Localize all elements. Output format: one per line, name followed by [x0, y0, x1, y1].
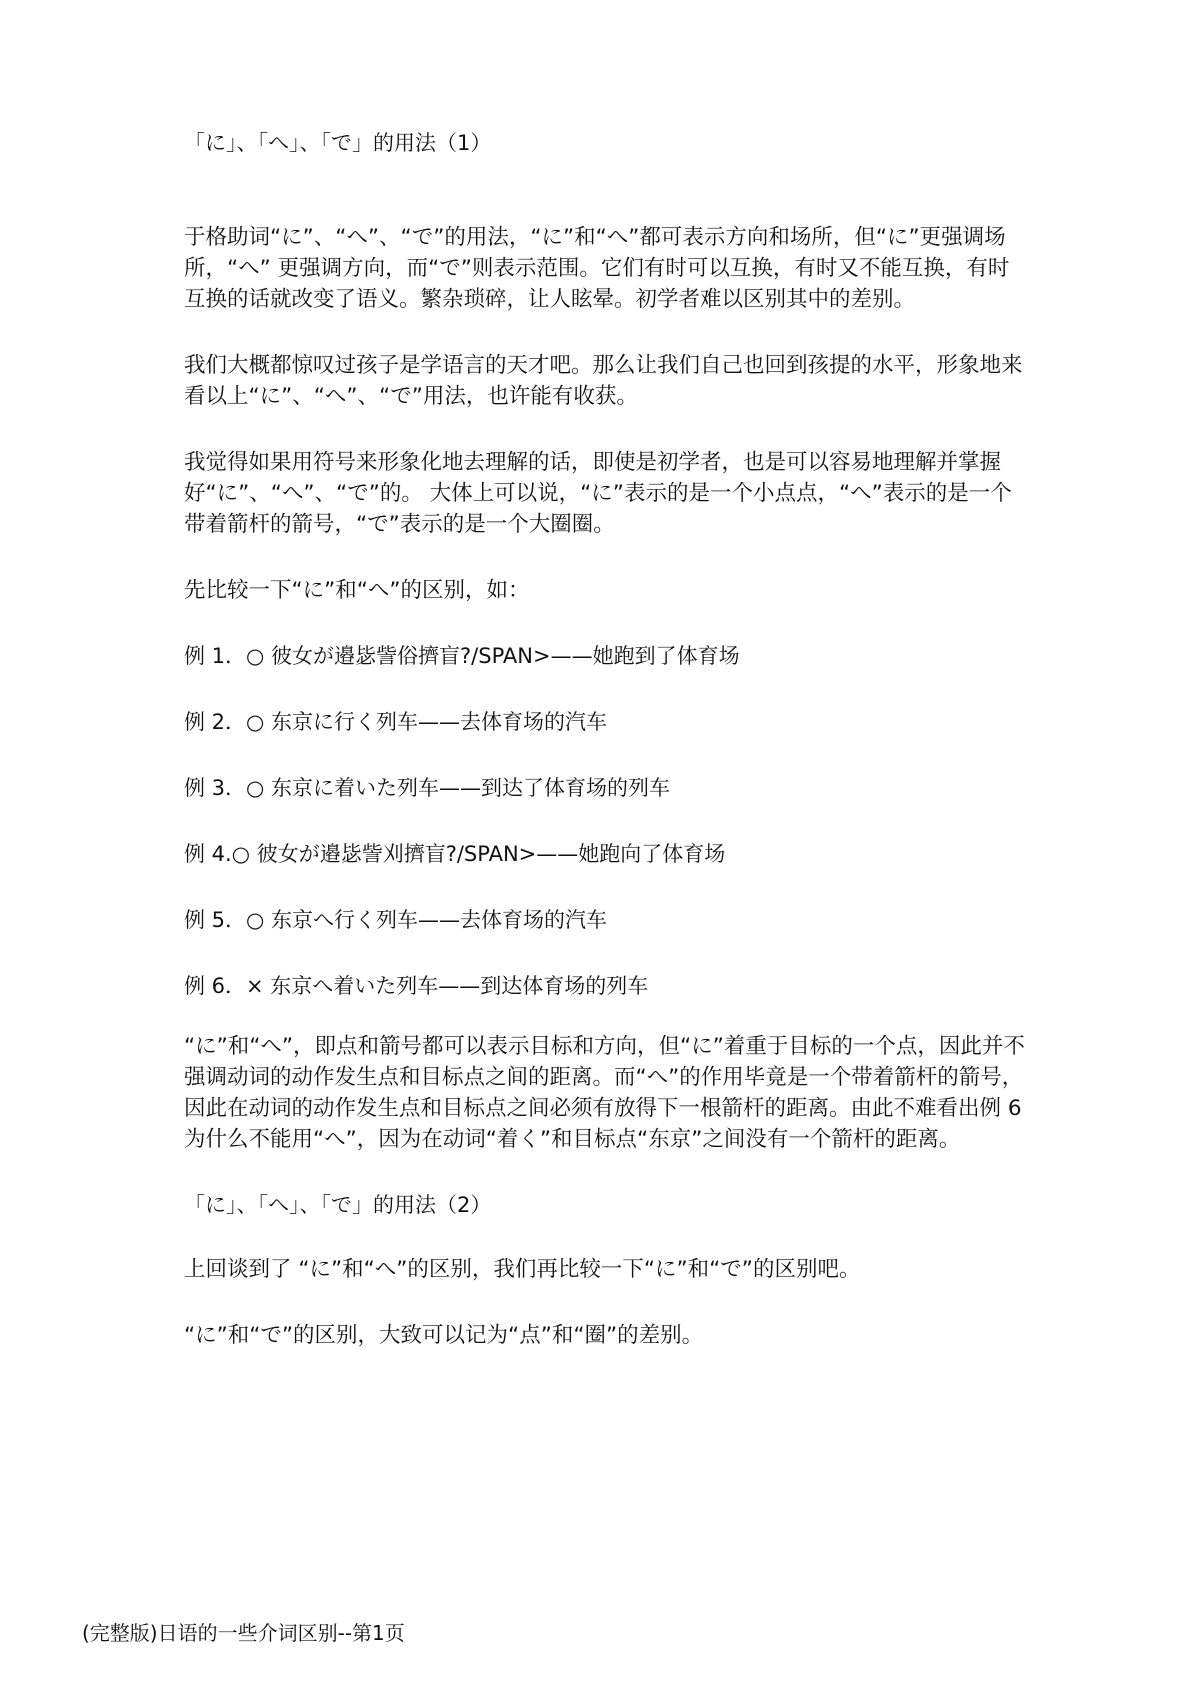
example-item-5: 例 5．○ 东京へ行く列车——去体育场的汽车	[184, 908, 608, 932]
symbol-paragraph: 我觉得如果用符号来形象化地去理解的话，即使是初学者，也是可以容易地理解并掌握好“に”、“へ”、“で”的。 大体上可以说，“に”表示的是一个小点点，“へ”表示的是一个带着箭杆的箭号，“で”表示的是一个大圈圈。	[184, 450, 1012, 537]
section-1-heading: 「に」、「へ」、「で」的用法（1）	[184, 131, 492, 155]
example-list	[184, 641, 1030, 1001]
intro-paragraph: 于格助词“に”、“へ”、“で”的用法，“に”和“へ”都可表示方向和场所，但“に”更强调场所，“へ” 更强调方向，而“で”则表示范围。它们有时可以互换，有时又不能互换，有时互换的话就改变了语义。繁杂琐碎，让人眩晕。初学者难以区别其中的差别。	[184, 225, 1010, 312]
section-2-paragraph-2: “に”和“で”的区别，大致可以记为“点”和“圈”的差别。	[184, 1323, 704, 1348]
example-item-3: 例 3．○ 东京に着いた列车——到达了体育场的列车	[184, 776, 671, 800]
example-item-1: 例 1．○ 彼女が邉毖訾俗擠盲?/SPAN>——她跑到了体育场	[184, 644, 740, 668]
example-item-6: 例 6．× 东京へ着いた列车——到达体育场的列车	[184, 974, 649, 998]
comparison-intro: 先比较一下“に”和“へ”的区别，如：	[184, 578, 530, 603]
document-body	[184, 128, 1030, 1386]
page-footer: (完整版)日语的一些介词区别--第1页	[82, 1621, 405, 1645]
explanation-paragraph: “に”和“へ”，即点和箭号都可以表示目标和方向，但“に”着重于目标的一个点，因此并不强调动词的动作发生点和目标点之间的距离。而“へ”的作用毕竟是一个带着箭杆的箭号，因此在动词的动作发生点和目标点之间必须有放得下一根箭杆的距离。由此不难看出例 6 为什么不能用“へ”，因为在动词“着く”和目标点“东京”之间没有一个箭杆的距离。	[184, 1034, 1025, 1152]
example-item-4: 例 4.○ 彼女が邉毖訾刈擠盲?/SPAN>——她跑向了体育场	[184, 842, 726, 866]
section-2-paragraph-1: 上回谈到了 “に”和“へ”的区别，我们再比较一下“に”和“で”的区别吧。	[184, 1257, 861, 1282]
section-2-heading: 「に」、「へ」、「で」的用法（2）	[184, 1193, 492, 1217]
learning-paragraph: 我们大概都惊叹过孩子是学语言的天才吧。那么让我们自己也回到孩提的水平，形象地来看以上“に”、“へ”、“で”用法，也许能有收获。	[184, 353, 1023, 409]
example-item-2: 例 2．○ 东京に行く列车——去体育场的汽车	[184, 710, 608, 734]
